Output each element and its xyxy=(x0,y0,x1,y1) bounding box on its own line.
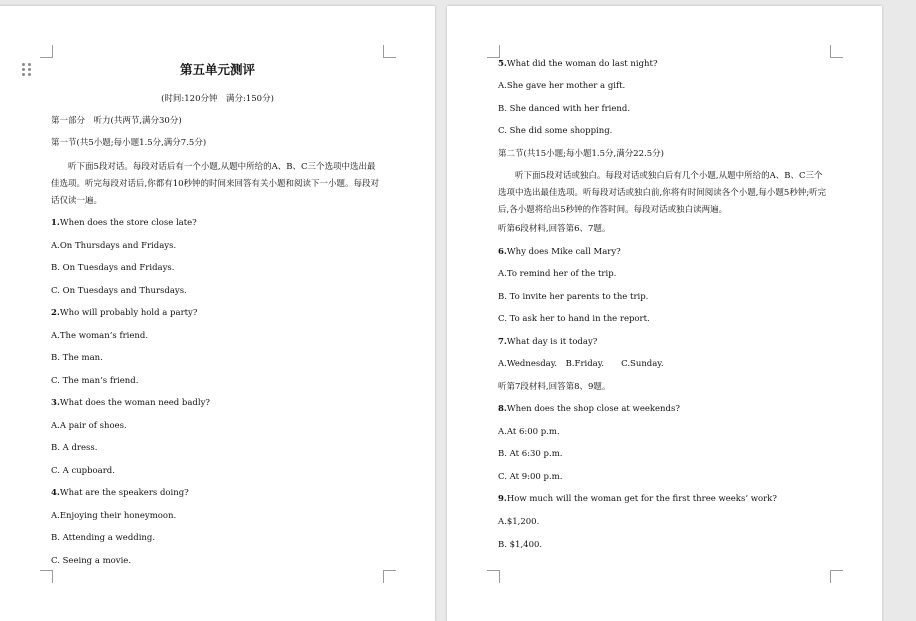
part-heading: 第一部分 听力(共两节,满分30分) xyxy=(51,116,182,126)
exam-meta: (时间:120分钟 满分:150分) xyxy=(161,94,274,104)
q8-option-b: B. At 6:30 p.m. xyxy=(498,449,563,459)
question-8: 8.When does the shop close at weekends? xyxy=(498,404,680,414)
q9-option-a: A.$1,200. xyxy=(498,517,540,527)
q3-option-b: B. A dress. xyxy=(51,443,98,453)
q2-option-c: C. The man’s friend. xyxy=(51,376,139,386)
q8-option-c: C. At 9:00 p.m. xyxy=(498,472,563,482)
q1-option-a: A.On Thursdays and Fridays. xyxy=(51,241,177,251)
question-7: 7.What day is it today? xyxy=(498,337,598,347)
drag-handle-icon[interactable] xyxy=(22,63,32,77)
q1-option-c: C. On Tuesdays and Thursdays. xyxy=(51,286,187,296)
margin-corner-bottom-left xyxy=(40,570,53,583)
instructions-paragraph: 听下面5段对话或独白。每段对话或独白后有几个小题,从题中所给的A、B、C三个选项中选出最佳选项。听每段对话或独白前,你将有时间阅读各个小题,每小题5秒钟;听完后,各小题将给出5秒钟的作答时间。每段对话或独白读两遍。 xyxy=(498,171,827,215)
margin-corner-top-left xyxy=(40,45,53,58)
q2-option-b: B. The man. xyxy=(51,353,103,363)
q5-option-b: B. She danced with her friend. xyxy=(498,104,631,114)
question-6: 6.Why does Mike call Mary? xyxy=(498,247,621,257)
page-title: 第五单元测评 xyxy=(179,62,255,77)
q6-option-a: A.To remind her of the trip. xyxy=(498,269,617,279)
document-page-1 xyxy=(0,6,435,621)
q4-option-b: B. Attending a wedding. xyxy=(51,533,156,543)
margin-corner-bottom-left xyxy=(487,570,500,583)
margin-corner-bottom-right xyxy=(830,570,843,583)
question-1: 1.When does the store close late? xyxy=(51,218,197,228)
question-2: 2.Who will probably hold a party? xyxy=(51,308,198,318)
q1-option-b: B. On Tuesdays and Fridays. xyxy=(51,263,175,273)
q3-option-c: C. A cupboard. xyxy=(51,466,115,476)
q5-option-c: C. She did some shopping. xyxy=(498,126,613,136)
margin-corner-bottom-right xyxy=(383,570,396,583)
section-heading: 第二节(共15小题;每小题1.5分,满分22.5分) xyxy=(498,149,664,159)
material-6-note: 听第6段材料,回答第6、7题。 xyxy=(498,224,611,234)
margin-corner-top-left xyxy=(487,45,500,58)
question-4: 4.What are the speakers doing? xyxy=(51,488,189,498)
section-heading: 第一节(共5小题;每小题1.5分,满分7.5分) xyxy=(51,138,207,148)
q4-option-a: A.Enjoying their honeymoon. xyxy=(51,511,177,521)
q3-option-a: A.A pair of shoes. xyxy=(51,421,127,431)
q2-option-a: A.The woman’s friend. xyxy=(51,331,149,341)
document-page-2 xyxy=(447,6,882,621)
question-3: 3.What does the woman need badly? xyxy=(51,398,210,408)
q4-option-c: C. Seeing a movie. xyxy=(51,556,132,566)
question-9: 9.How much will the woman get for the first three weeks’ work? xyxy=(498,494,777,504)
q9-option-b: B. $1,400. xyxy=(498,540,543,550)
q6-option-c: C. To ask her to hand in the report. xyxy=(498,314,650,324)
margin-corner-top-right xyxy=(830,45,843,58)
q5-option-a: A.She gave her mother a gift. xyxy=(498,81,626,91)
margin-corner-top-right xyxy=(383,45,396,58)
q7-options: A.Wednesday. B.Friday. C.Sunday. xyxy=(498,359,664,369)
q8-option-a: A.At 6:00 p.m. xyxy=(498,427,560,437)
question-5: 5.What did the woman do last night? xyxy=(498,59,658,69)
instructions-paragraph: 听下面5段对话。每段对话后有一个小题,从题中所给的A、B、C三个选项中选出最佳选项。听完每段对话后,你都有10秒钟的时间来回答有关小题和阅读下一小题。每段对话仅读一遍。 xyxy=(51,162,380,206)
material-7-note: 听第7段材料,回答第8、9题。 xyxy=(498,382,611,392)
q6-option-b: B. To invite her parents to the trip. xyxy=(498,292,649,302)
